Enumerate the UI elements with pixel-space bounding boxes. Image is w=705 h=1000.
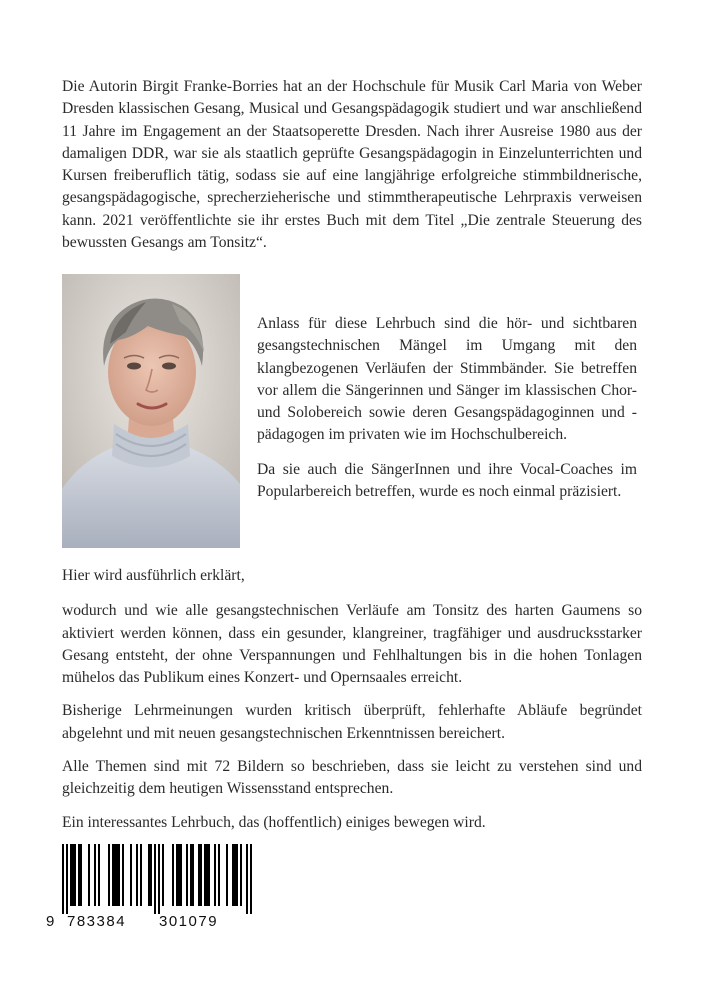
barcode-bar — [70, 844, 72, 906]
barcode-bar — [190, 844, 192, 906]
barcode-bar — [204, 844, 206, 906]
side-text — [257, 313, 637, 503]
barcode-bar — [118, 844, 120, 906]
barcode-bar — [94, 844, 96, 906]
barcode-bar — [192, 844, 194, 906]
author-photo — [62, 274, 240, 548]
barcode-bar — [158, 844, 160, 914]
barcode-bar — [180, 844, 182, 906]
barcode-bar — [246, 844, 248, 914]
barcode-bar — [112, 844, 114, 906]
barcode-bar — [122, 844, 124, 906]
barcode-right-digits: 301079 — [159, 913, 219, 930]
main-paragraph: Bisherige Lehrmeinungen wurden kritisch überprüft, fehlerhafte Abläufe begründet abgelehnt und mit neuen gesangstechnischen Erkenntnissen bereichert. — [62, 702, 642, 742]
barcode-bar — [72, 844, 74, 906]
barcode-bar — [234, 844, 236, 906]
barcode-bar — [150, 844, 152, 906]
barcode-bar — [114, 844, 116, 906]
barcode-first-digit: 9 — [46, 913, 55, 930]
author-bio: Die Autorin Birgit Franke-Borries hat an der Hochschule für Musik Carl Maria von Weber Dresden klassischen Gesang, Musical und Gesangspädagogik studiert und war anschließend 11 Jahre im Engagement an der Staatsoperette Dresden. Nach ihrer Ausreise 1980 aus der damaligen DDR, war sie als staatlich geprüfte Gesangspädagogin in Einzelunterrichten und Kursen freiberuflich tätig, sodass sie auf eine langjährige erfolgreiche stimmbildnerische, gesangspädagogische, sprecherzieherische und stimmtherapeutische Lehrpraxis verweisen kann. 2021 veröffentlichte sie ihr erstes Buch mit dem Titel „Die zentrale Steuerung des bewussten Gesangs am Tonsitz“. — [62, 78, 642, 252]
barcode-bar — [178, 844, 180, 906]
barcode-bar — [74, 844, 76, 906]
barcode-bar — [154, 844, 156, 914]
barcode-bar — [240, 844, 242, 906]
barcode-bar — [66, 844, 68, 914]
barcode-bar — [218, 844, 220, 906]
author-portrait — [62, 274, 240, 548]
barcode-bar — [214, 844, 216, 906]
barcode-bar — [98, 844, 100, 906]
barcode-bar — [140, 844, 142, 906]
barcode-bar — [208, 844, 210, 906]
main-paragraph: Alle Themen sind mit 72 Bildern so beschrieben, dass sie leicht zu verstehen sind und gleichzeitig dem heutigen Wissensstand entsprechen. — [62, 758, 642, 798]
barcode-bar — [198, 844, 200, 906]
barcode-bar — [236, 844, 238, 906]
side-paragraph: Anlass für diese Lehrbuch sind die hör- und sichtbaren gesangstechnischen Mängel im Umgang mit den klangbezogenen Verläufen der Stimmbänder. Sie betreffen vor allem die Sängerinnen und Sänger im klassischen Chor- und Solobereich sowie deren Gesangspädagoginnen und -pädagogen im privaten wie im Hochschulbereich. — [257, 315, 637, 444]
barcode-bar — [148, 844, 150, 906]
barcode-digits — [46, 911, 254, 935]
barcode-bar — [130, 844, 132, 906]
barcode-bars — [46, 844, 254, 914]
barcode-bar — [250, 844, 252, 914]
barcode-bar — [80, 844, 82, 906]
barcode-bar — [186, 844, 188, 906]
barcode-bar — [172, 844, 174, 906]
barcode-bar — [116, 844, 118, 906]
barcode-bar — [226, 844, 228, 906]
barcode-bar — [232, 844, 234, 906]
main-text — [62, 565, 642, 845]
barcode-bar — [88, 844, 90, 906]
barcode-bar — [200, 844, 202, 906]
barcode-left-digits: 783384 — [67, 913, 127, 930]
side-paragraph: Da sie auch die SängerInnen und ihre Vocal-Coaches im Popularbereich betreffen, wurde es noch einmal präzisiert. — [257, 460, 637, 501]
barcode-bar — [78, 844, 80, 906]
barcode-bar — [62, 844, 64, 914]
barcode-bar — [108, 844, 110, 906]
barcode-bar — [206, 844, 208, 906]
main-paragraph: wodurch und wie alle gesangstechnischen Verläufe am Tonsitz des harten Gaumens so aktiviert werden können, dass ein gesunder, klangreiner, tragfähiger und ausdrucksstarker Gesang entsteht, der ohne Verspannungen und Fehlhaltungen bis in die hohen Tonlagen mühelos das Publikum eines Konzert- und Opernsaales erreicht. — [62, 602, 642, 687]
barcode-bar — [162, 844, 164, 906]
intro-line: Hier wird ausführlich erklärt, — [62, 567, 245, 584]
barcode-bar — [136, 844, 138, 906]
barcode-bar — [176, 844, 178, 906]
main-paragraph: Ein interessantes Lehrbuch, das (hoffentlich) einiges bewegen wird. — [62, 813, 486, 831]
isbn-barcode — [46, 844, 254, 936]
